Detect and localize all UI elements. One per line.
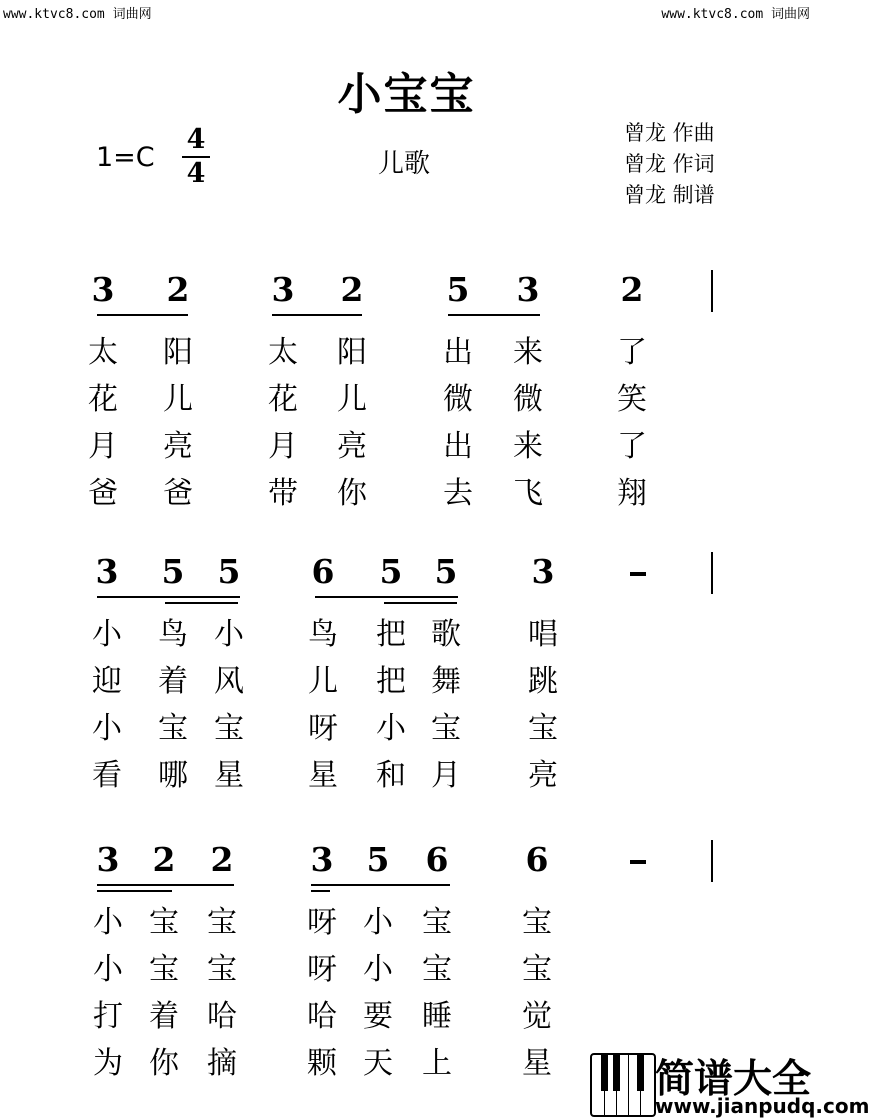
lyric-char: 出 [443, 429, 473, 464]
note: 6 [425, 840, 449, 879]
logo-url: www.jianpudq.com [655, 1094, 869, 1118]
time-signature-bottom: 4 [186, 158, 206, 189]
lyric-char: 星 [308, 758, 338, 793]
lyric-char: 了 [617, 335, 647, 370]
note: 3 [95, 552, 119, 591]
lyric-char: 月 [88, 429, 118, 464]
lyric-char: 唱 [528, 617, 558, 652]
lyric-char: 要 [363, 999, 393, 1034]
beam-underline [311, 890, 330, 892]
note: 5 [434, 552, 458, 591]
beam-underline [97, 314, 188, 316]
key-signature: 1=C [96, 142, 155, 173]
lyric-char: 来 [513, 335, 543, 370]
genre-label: 儿歌 [378, 149, 431, 179]
note: 5 [217, 552, 241, 591]
credit-lyricist: 曾龙 作词 [624, 152, 715, 176]
lyric-char: 小 [363, 952, 393, 987]
lyric-char: 太 [268, 335, 298, 370]
lyric-char: 把 [376, 664, 406, 699]
lyric-char: 星 [214, 758, 244, 793]
lyric-char: 哪 [158, 758, 188, 793]
lyric-char: 爸 [88, 476, 118, 511]
lyric-char: 宝 [207, 952, 237, 987]
lyric-char: 小 [93, 952, 123, 987]
note: 2 [152, 840, 176, 879]
logo-text: 简谱大全 [655, 1057, 812, 1102]
lyric-char: 睡 [422, 999, 452, 1034]
note: 5 [379, 552, 403, 591]
lyric-char: 呀 [308, 711, 338, 746]
lyric-char: 阳 [337, 335, 367, 370]
lyric-char: 月 [431, 758, 461, 793]
beam-underline [448, 314, 540, 316]
beam-underline [311, 884, 450, 886]
lyric-char: 了 [617, 429, 647, 464]
note: 3 [516, 270, 540, 309]
lyric-char: 你 [149, 1046, 179, 1081]
lyric-char: 和 [376, 758, 406, 793]
note: 2 [210, 840, 234, 879]
lyric-char: 跳 [528, 664, 558, 699]
lyric-char: 亮 [163, 429, 193, 464]
lyric-char: 天 [363, 1046, 393, 1081]
lyric-char: 宝 [422, 905, 452, 940]
note: 5 [161, 552, 185, 591]
lyric-char: 去 [443, 476, 473, 511]
lyric-char: 宝 [149, 905, 179, 940]
lyric-char: 呀 [307, 905, 337, 940]
lyric-char: 觉 [522, 999, 552, 1034]
lyric-char: 着 [158, 664, 188, 699]
lyric-char: 宝 [207, 905, 237, 940]
lyric-char: 宝 [522, 905, 552, 940]
watermark-left: www.ktvc8.com 词曲网 [3, 7, 152, 22]
beam-underline [97, 884, 234, 886]
lyric-char: 儿 [308, 664, 338, 699]
lyric-char: 风 [214, 664, 244, 699]
lyric-char: 宝 [431, 711, 461, 746]
lyric-char: 你 [337, 476, 367, 511]
lyric-char: 宝 [158, 711, 188, 746]
lyric-char: 微 [513, 382, 543, 417]
piano-keys-icon [590, 1053, 656, 1117]
lyric-char: 哈 [207, 999, 237, 1034]
lyric-char: 月 [268, 429, 298, 464]
lyric-char: 小 [214, 617, 244, 652]
lyric-char: 出 [443, 335, 473, 370]
note: 2 [166, 270, 190, 309]
note: 3 [310, 840, 334, 879]
credit-transcriber: 曾龙 制谱 [624, 183, 715, 207]
lyric-char: 看 [92, 758, 122, 793]
lyric-char: 花 [268, 382, 298, 417]
lyric-char: 鸟 [308, 617, 338, 652]
lyric-char: 鸟 [158, 617, 188, 652]
lyric-char: 爸 [163, 476, 193, 511]
lyric-char: 歌 [431, 617, 461, 652]
beam-underline [97, 890, 172, 892]
song-title: 小宝宝 [337, 69, 476, 120]
sustain-dash [630, 860, 646, 864]
time-signature [182, 125, 210, 189]
credit-composer: 曾龙 作曲 [624, 121, 715, 145]
note: 3 [531, 552, 555, 591]
lyric-char: 宝 [522, 952, 552, 987]
lyric-char: 摘 [207, 1046, 237, 1081]
lyric-char: 太 [88, 335, 118, 370]
barline [711, 840, 713, 882]
lyric-char: 小 [92, 711, 122, 746]
lyric-char: 为 [93, 1046, 123, 1081]
lyric-char: 把 [376, 617, 406, 652]
note: 2 [620, 270, 644, 309]
beam-underline [315, 596, 458, 598]
lyric-char: 带 [268, 476, 298, 511]
watermark-right: www.ktvc8.com 词曲网 [661, 7, 810, 22]
lyric-char: 宝 [528, 711, 558, 746]
barline [711, 552, 713, 594]
time-signature-top: 4 [186, 124, 206, 155]
lyric-char: 小 [363, 905, 393, 940]
lyric-char: 迎 [92, 664, 122, 699]
barline [711, 270, 713, 312]
beam-underline [165, 602, 238, 604]
lyric-char: 星 [522, 1046, 552, 1081]
lyric-char: 来 [513, 429, 543, 464]
lyric-char: 笑 [617, 382, 647, 417]
lyric-char: 小 [93, 905, 123, 940]
lyric-char: 儿 [163, 382, 193, 417]
lyric-char: 花 [88, 382, 118, 417]
lyric-char: 颗 [307, 1046, 337, 1081]
beam-underline [272, 314, 362, 316]
lyric-char: 翔 [617, 476, 647, 511]
lyric-char: 飞 [513, 476, 543, 511]
note: 6 [525, 840, 549, 879]
sustain-dash [630, 572, 646, 576]
lyric-char: 小 [92, 617, 122, 652]
note: 5 [446, 270, 470, 309]
lyric-char: 呀 [307, 952, 337, 987]
note: 3 [271, 270, 295, 309]
lyric-char: 阳 [163, 335, 193, 370]
lyric-char: 舞 [431, 664, 461, 699]
lyric-char: 亮 [528, 758, 558, 793]
note: 3 [96, 840, 120, 879]
note: 6 [311, 552, 335, 591]
beam-underline [97, 596, 240, 598]
lyric-char: 微 [443, 382, 473, 417]
lyric-char: 宝 [214, 711, 244, 746]
lyric-char: 儿 [337, 382, 367, 417]
lyric-char: 亮 [337, 429, 367, 464]
lyric-char: 小 [376, 711, 406, 746]
note: 5 [366, 840, 390, 879]
lyric-char: 着 [149, 999, 179, 1034]
beam-underline [384, 602, 457, 604]
lyric-char: 哈 [307, 999, 337, 1034]
lyric-char: 宝 [149, 952, 179, 987]
lyric-char: 上 [422, 1046, 452, 1081]
note: 2 [340, 270, 364, 309]
note: 3 [91, 270, 115, 309]
lyric-char: 打 [93, 999, 123, 1034]
lyric-char: 宝 [422, 952, 452, 987]
